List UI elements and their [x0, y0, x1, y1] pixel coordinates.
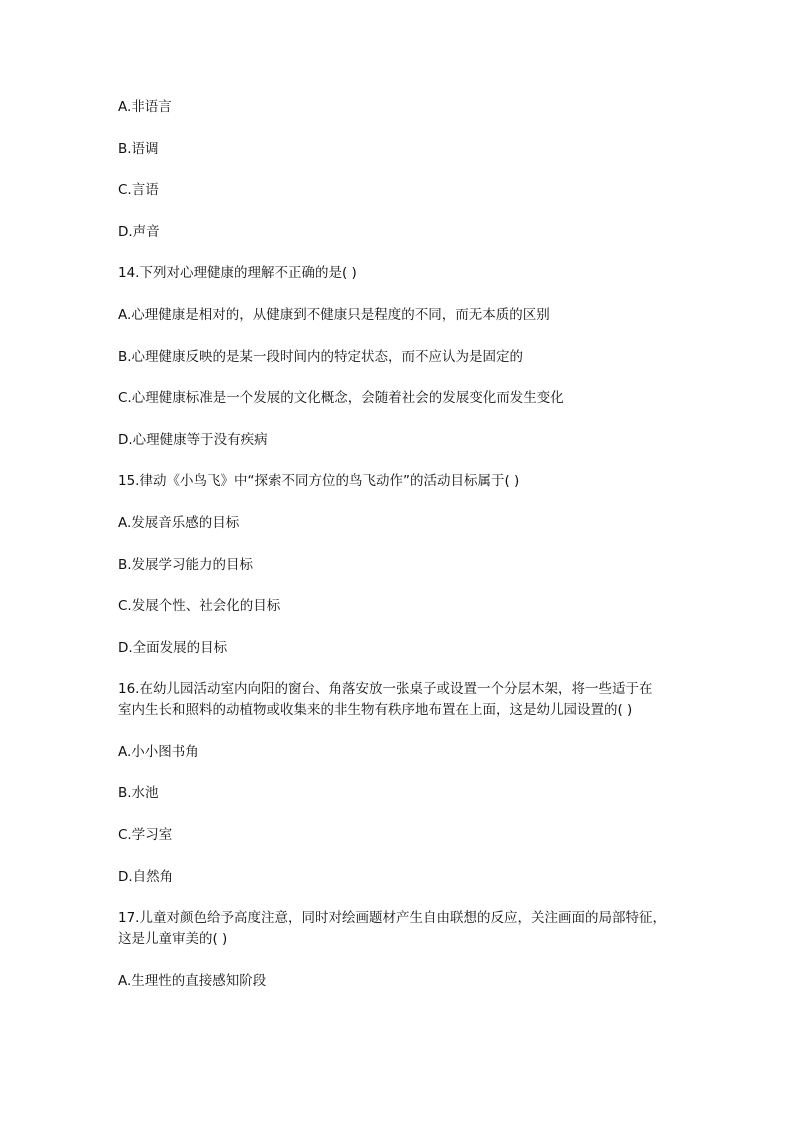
question-17-stem-line-1: 17.儿童对颜色给予高度注意，同时对绘画题材产生自由联想的反应，关注画面的局部特征，: [118, 910, 666, 926]
question-15-option-a: A.发展音乐感的目标: [118, 515, 240, 531]
question-14-option-b: B.心理健康反映的是某一段时间内的特定状态，而不应认为是固定的: [118, 349, 524, 365]
question-16-stem-line-2: 室内生长和照料的动植物或收集来的非生物有秩序地布置在上面，这是幼儿园设置的( ): [118, 702, 633, 718]
question-17-option-a: A.生理性的直接感知阶段: [118, 973, 267, 989]
option-b-prev: B.语调: [118, 141, 159, 157]
question-16-option-d: D.自然角: [118, 869, 174, 885]
question-14-stem: 14.下列对心理健康的理解不正确的是( ): [118, 265, 357, 281]
question-14-option-c: C.心理健康标准是一个发展的文化概念，会随着社会的发展变化而发生变化: [118, 390, 564, 406]
question-16-option-a: A.小小图书角: [118, 744, 199, 760]
question-14-option-a: A.心理健康是相对的，从健康到不健康只是程度的不同，而无本质的区别: [118, 307, 550, 323]
option-a-prev: A.非语言: [118, 99, 172, 115]
question-16-stem-line-1: 16.在幼儿园活动室内向阳的窗台、角落安放一张桌子或设置一个分层木架，将一些适于在: [118, 681, 653, 697]
option-c-prev: C.言语: [118, 182, 159, 198]
question-15-option-b: B.发展学习能力的目标: [118, 557, 254, 573]
question-16-option-c: C.学习室: [118, 827, 173, 843]
question-15-stem: 15.律动《小鸟飞》中“探索不同方位的鸟飞动作”的活动目标属于( ): [118, 473, 520, 489]
question-14-option-d: D.心理健康等于没有疾病: [118, 432, 268, 448]
question-17-stem-line-2: 这是儿童审美的( ): [118, 931, 228, 947]
question-15-option-d: D.全面发展的目标: [118, 640, 228, 656]
option-d-prev: D.声音: [118, 224, 160, 240]
question-16-option-b: B.水池: [118, 785, 159, 801]
question-15-option-c: C.发展个性、社会化的目标: [118, 598, 281, 614]
